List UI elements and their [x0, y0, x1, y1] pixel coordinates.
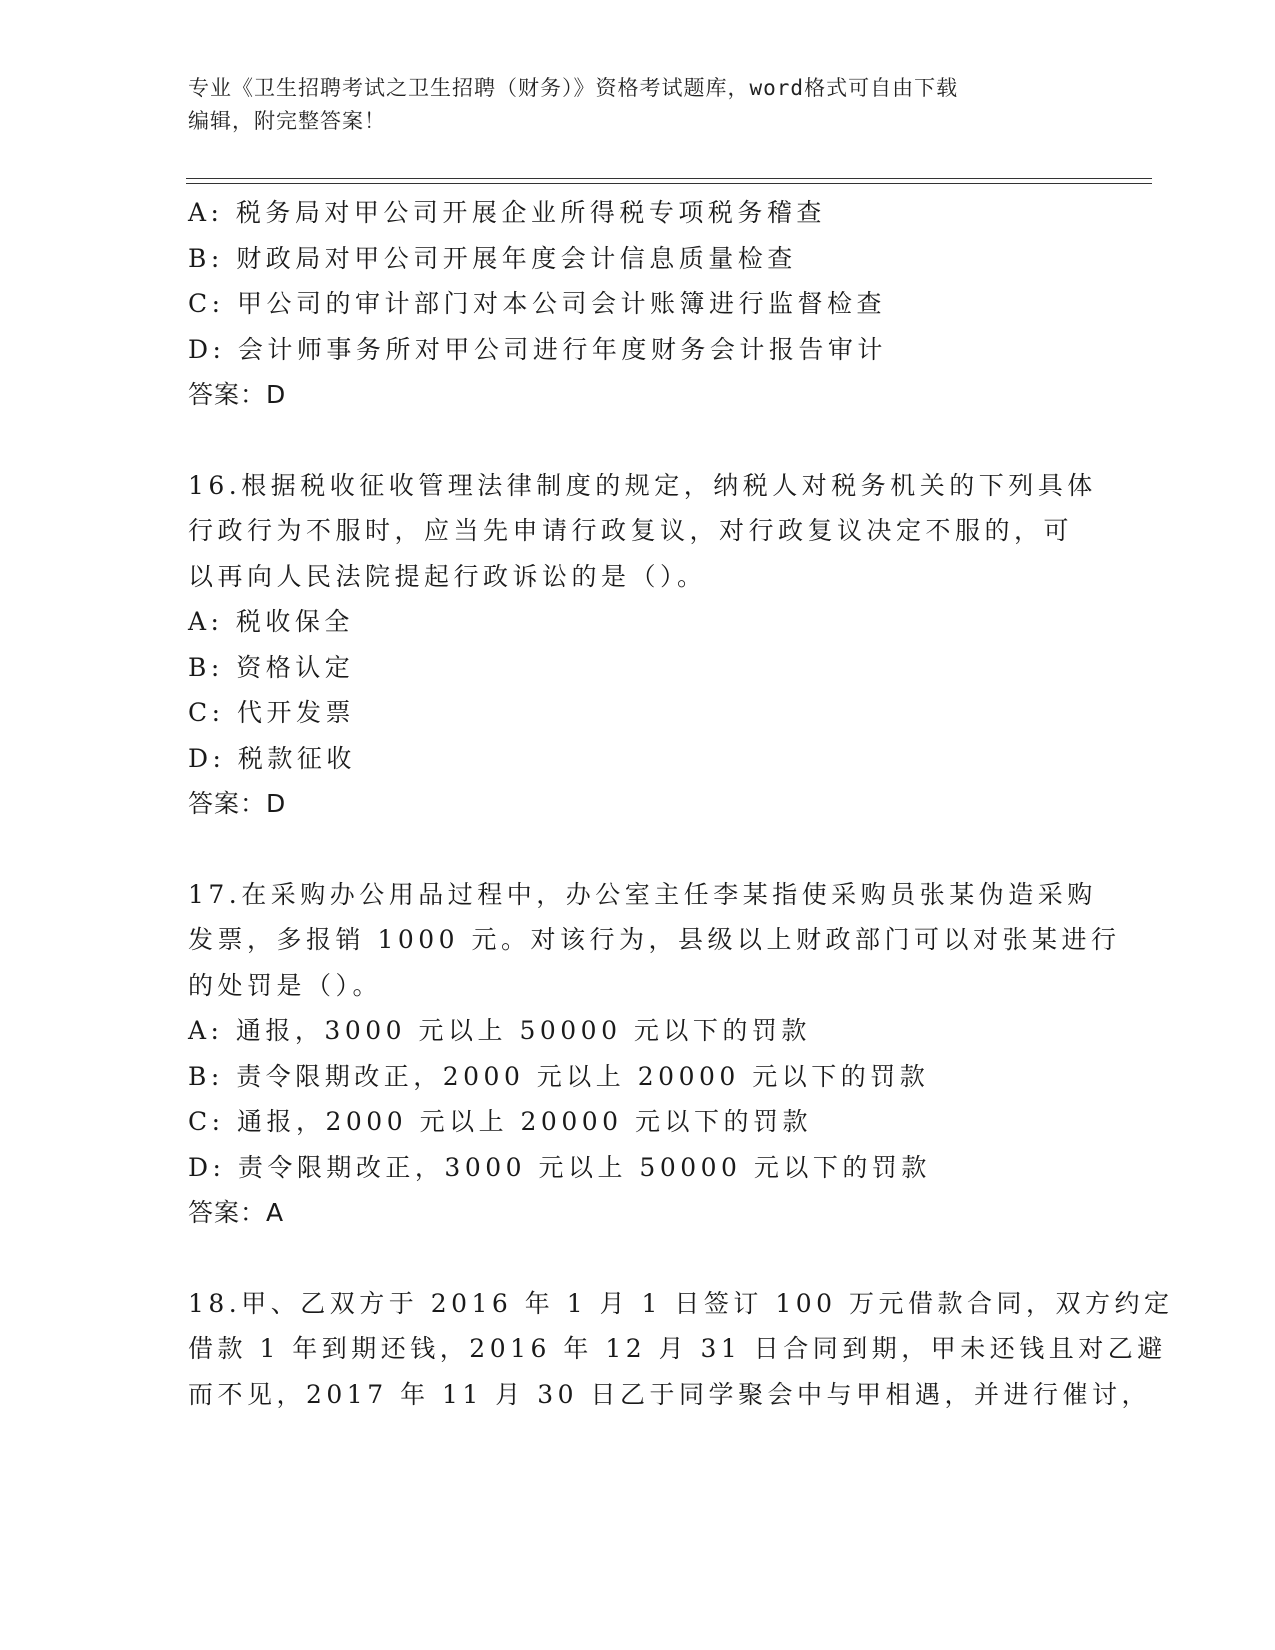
option-b: B: 责令限期改正，2000 元以上 20000 元以下的罚款 — [188, 1061, 930, 1091]
question-stem-line: 借款 1 年到期还钱，2016 年 12 月 31 日合同到期，甲未还钱且对乙避 — [188, 1334, 1167, 1363]
option-d: D: 会计师事务所对甲公司进行年度财务会计报告审计 — [188, 334, 887, 364]
question-stem-line: 16.根据税收征收管理法律制度的规定，纳税人对税务机关的下列具体 — [188, 470, 1097, 500]
option-c: C: 代开发票 — [188, 698, 355, 727]
option-b: B: 财政局对甲公司开展年度会计信息质量检查 — [188, 243, 797, 273]
question-15-tail — [188, 190, 1088, 418]
header-divider-bottom — [186, 183, 1152, 184]
header-line-1: 专业《卫生招聘考试之卫生招聘（财务）》资格考试题库，word格式可自由下载 — [188, 76, 959, 100]
document-header — [188, 72, 1068, 138]
answer-label: 答案：D — [188, 789, 287, 818]
option-a: A: 税务局对甲公司开展企业所得税专项税务稽查 — [188, 198, 826, 227]
option-d: D: 责令限期改正，3000 元以上 50000 元以下的罚款 — [188, 1152, 931, 1182]
answer-label: 答案：A — [188, 1198, 285, 1227]
header-line-2: 编辑，附完整答案！ — [188, 109, 386, 133]
question-18 — [188, 1281, 1174, 1418]
option-a: A: 通报，3000 元以上 50000 元以下的罚款 — [188, 1016, 811, 1045]
option-c: C: 通报，2000 元以上 20000 元以下的罚款 — [188, 1107, 812, 1136]
option-c: C: 甲公司的审计部门对本公司会计账簿进行监督检查 — [188, 289, 887, 318]
spacer — [188, 418, 1088, 463]
question-stem-line: 以再向人民法院提起行政诉讼的是（）。 — [188, 561, 707, 591]
question-stem-line: 发票，多报销 1000 元。对该行为，县级以上财政部门可以对张某进行 — [188, 925, 1121, 954]
option-d: D: 税款征收 — [188, 743, 356, 773]
question-stem-line: 而不见，2017 年 11 月 30 日乙于同学聚会中与甲相遇，并进行催讨， — [188, 1379, 1151, 1409]
question-content — [188, 190, 1174, 1417]
option-b: B: 资格认定 — [188, 652, 355, 682]
spacer — [188, 827, 1088, 872]
question-16 — [188, 463, 1097, 827]
option-a: A: 税收保全 — [188, 607, 354, 636]
header-divider-top — [186, 178, 1152, 179]
question-stem-line: 18.甲、乙双方于 2016 年 1 月 1 日签订 100 万元借款合同，双方约定 — [188, 1288, 1174, 1318]
question-stem-line: 17.在采购办公用品过程中，办公室主任李某指使采购员张某伪造采购 — [188, 879, 1097, 909]
answer-label: 答案：D — [188, 380, 287, 409]
question-stem-line: 行政行为不服时，应当先申请行政复议，对行政复议决定不服的，可 — [188, 516, 1074, 545]
spacer — [188, 1236, 1088, 1281]
question-17 — [188, 872, 1121, 1236]
question-stem-line: 的处罚是（）。 — [188, 970, 383, 1000]
